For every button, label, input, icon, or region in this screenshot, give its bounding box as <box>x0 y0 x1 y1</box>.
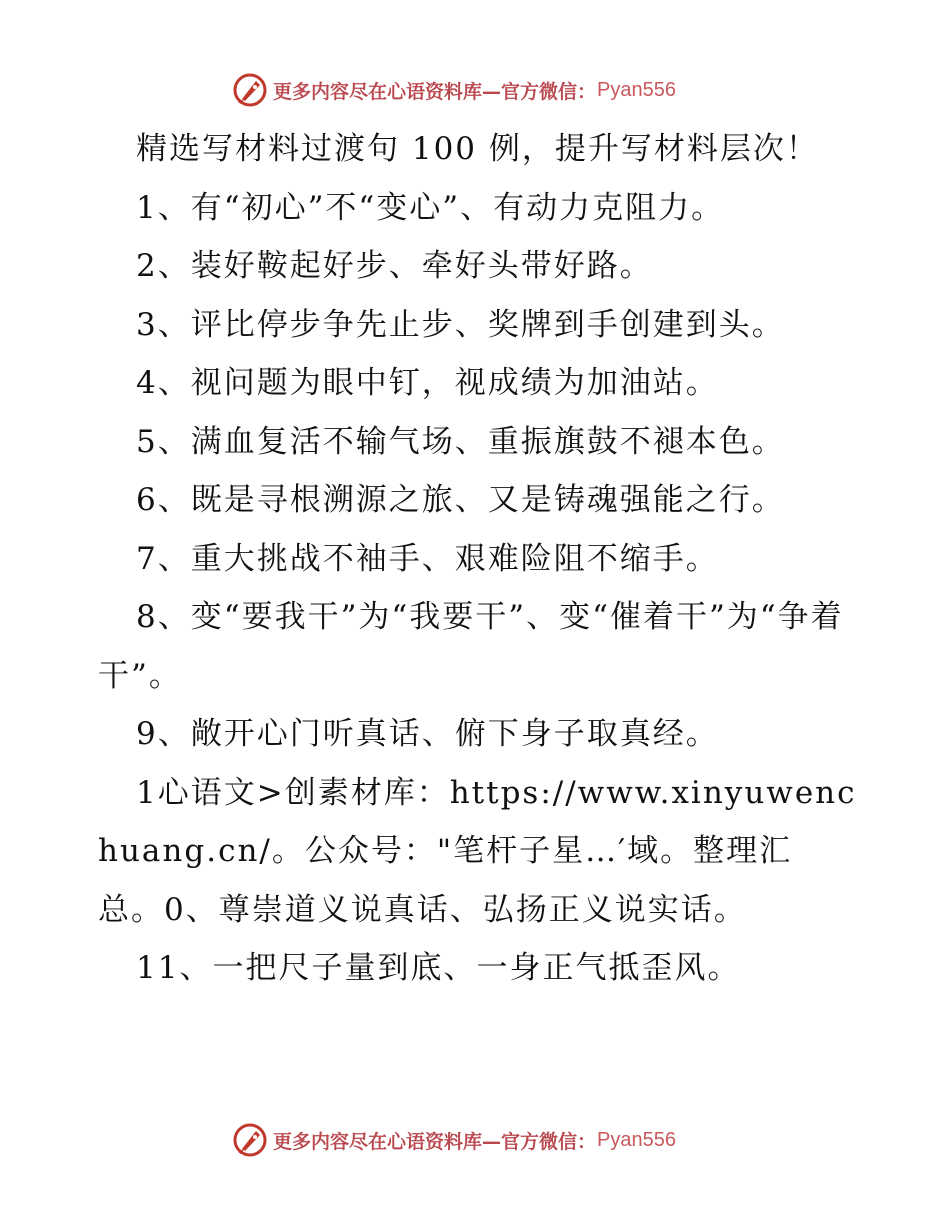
banner-text: 更多内容尽在心语资料库—官方微信： <box>273 80 597 103</box>
pen-nib-logo-icon <box>232 72 268 108</box>
paragraph: 9、敞开心门听真话、俯下身子取真经。 <box>136 716 719 752</box>
paragraph: 8、变“要我干”为“我要干”、变“催着干”为“争着干”。 <box>98 599 844 694</box>
document-title: 精选写材料过渡句 100 例，提升写材料层次！ <box>136 131 819 167</box>
paragraph: 3、评比停步争先止步、奖牌到手创建到头。 <box>136 306 785 343</box>
pen-nib-logo-icon <box>232 1122 268 1158</box>
paragraph: 2、装好鞍起好步、牵好头带好路。 <box>136 248 653 284</box>
paragraph: 1、有“初心”不“变心”、有动力克阻力。 <box>136 189 725 226</box>
paragraph: 1心语文>创素材库：https://www.xinyuwenchuang.cn/。公众号："笔杆子星…′域。整理汇总。0、尊崇道义说真话、弘扬正义说实话。 <box>98 774 857 928</box>
wechat-id: Pyan556 <box>597 1128 676 1151</box>
document-body <box>98 120 858 998</box>
paragraph: 6、既是寻根溯源之旅、又是铸魂强能之行。 <box>136 482 785 518</box>
header-banner <box>232 70 676 110</box>
paragraph: 11、一把尺子量到底、一身正气抵歪风。 <box>136 950 741 986</box>
paragraph: 4、视问题为眼中钉，视成绩为加油站。 <box>136 365 719 401</box>
footer-banner <box>232 1120 676 1160</box>
wechat-id: Pyan556 <box>597 78 676 101</box>
paragraph: 5、满血复活不输气场、重振旗鼓不褪本色。 <box>136 423 785 460</box>
paragraph: 7、重大挑战不袖手、艰难险阻不缩手。 <box>136 540 719 577</box>
banner-text: 更多内容尽在心语资料库—官方微信： <box>273 1130 597 1153</box>
